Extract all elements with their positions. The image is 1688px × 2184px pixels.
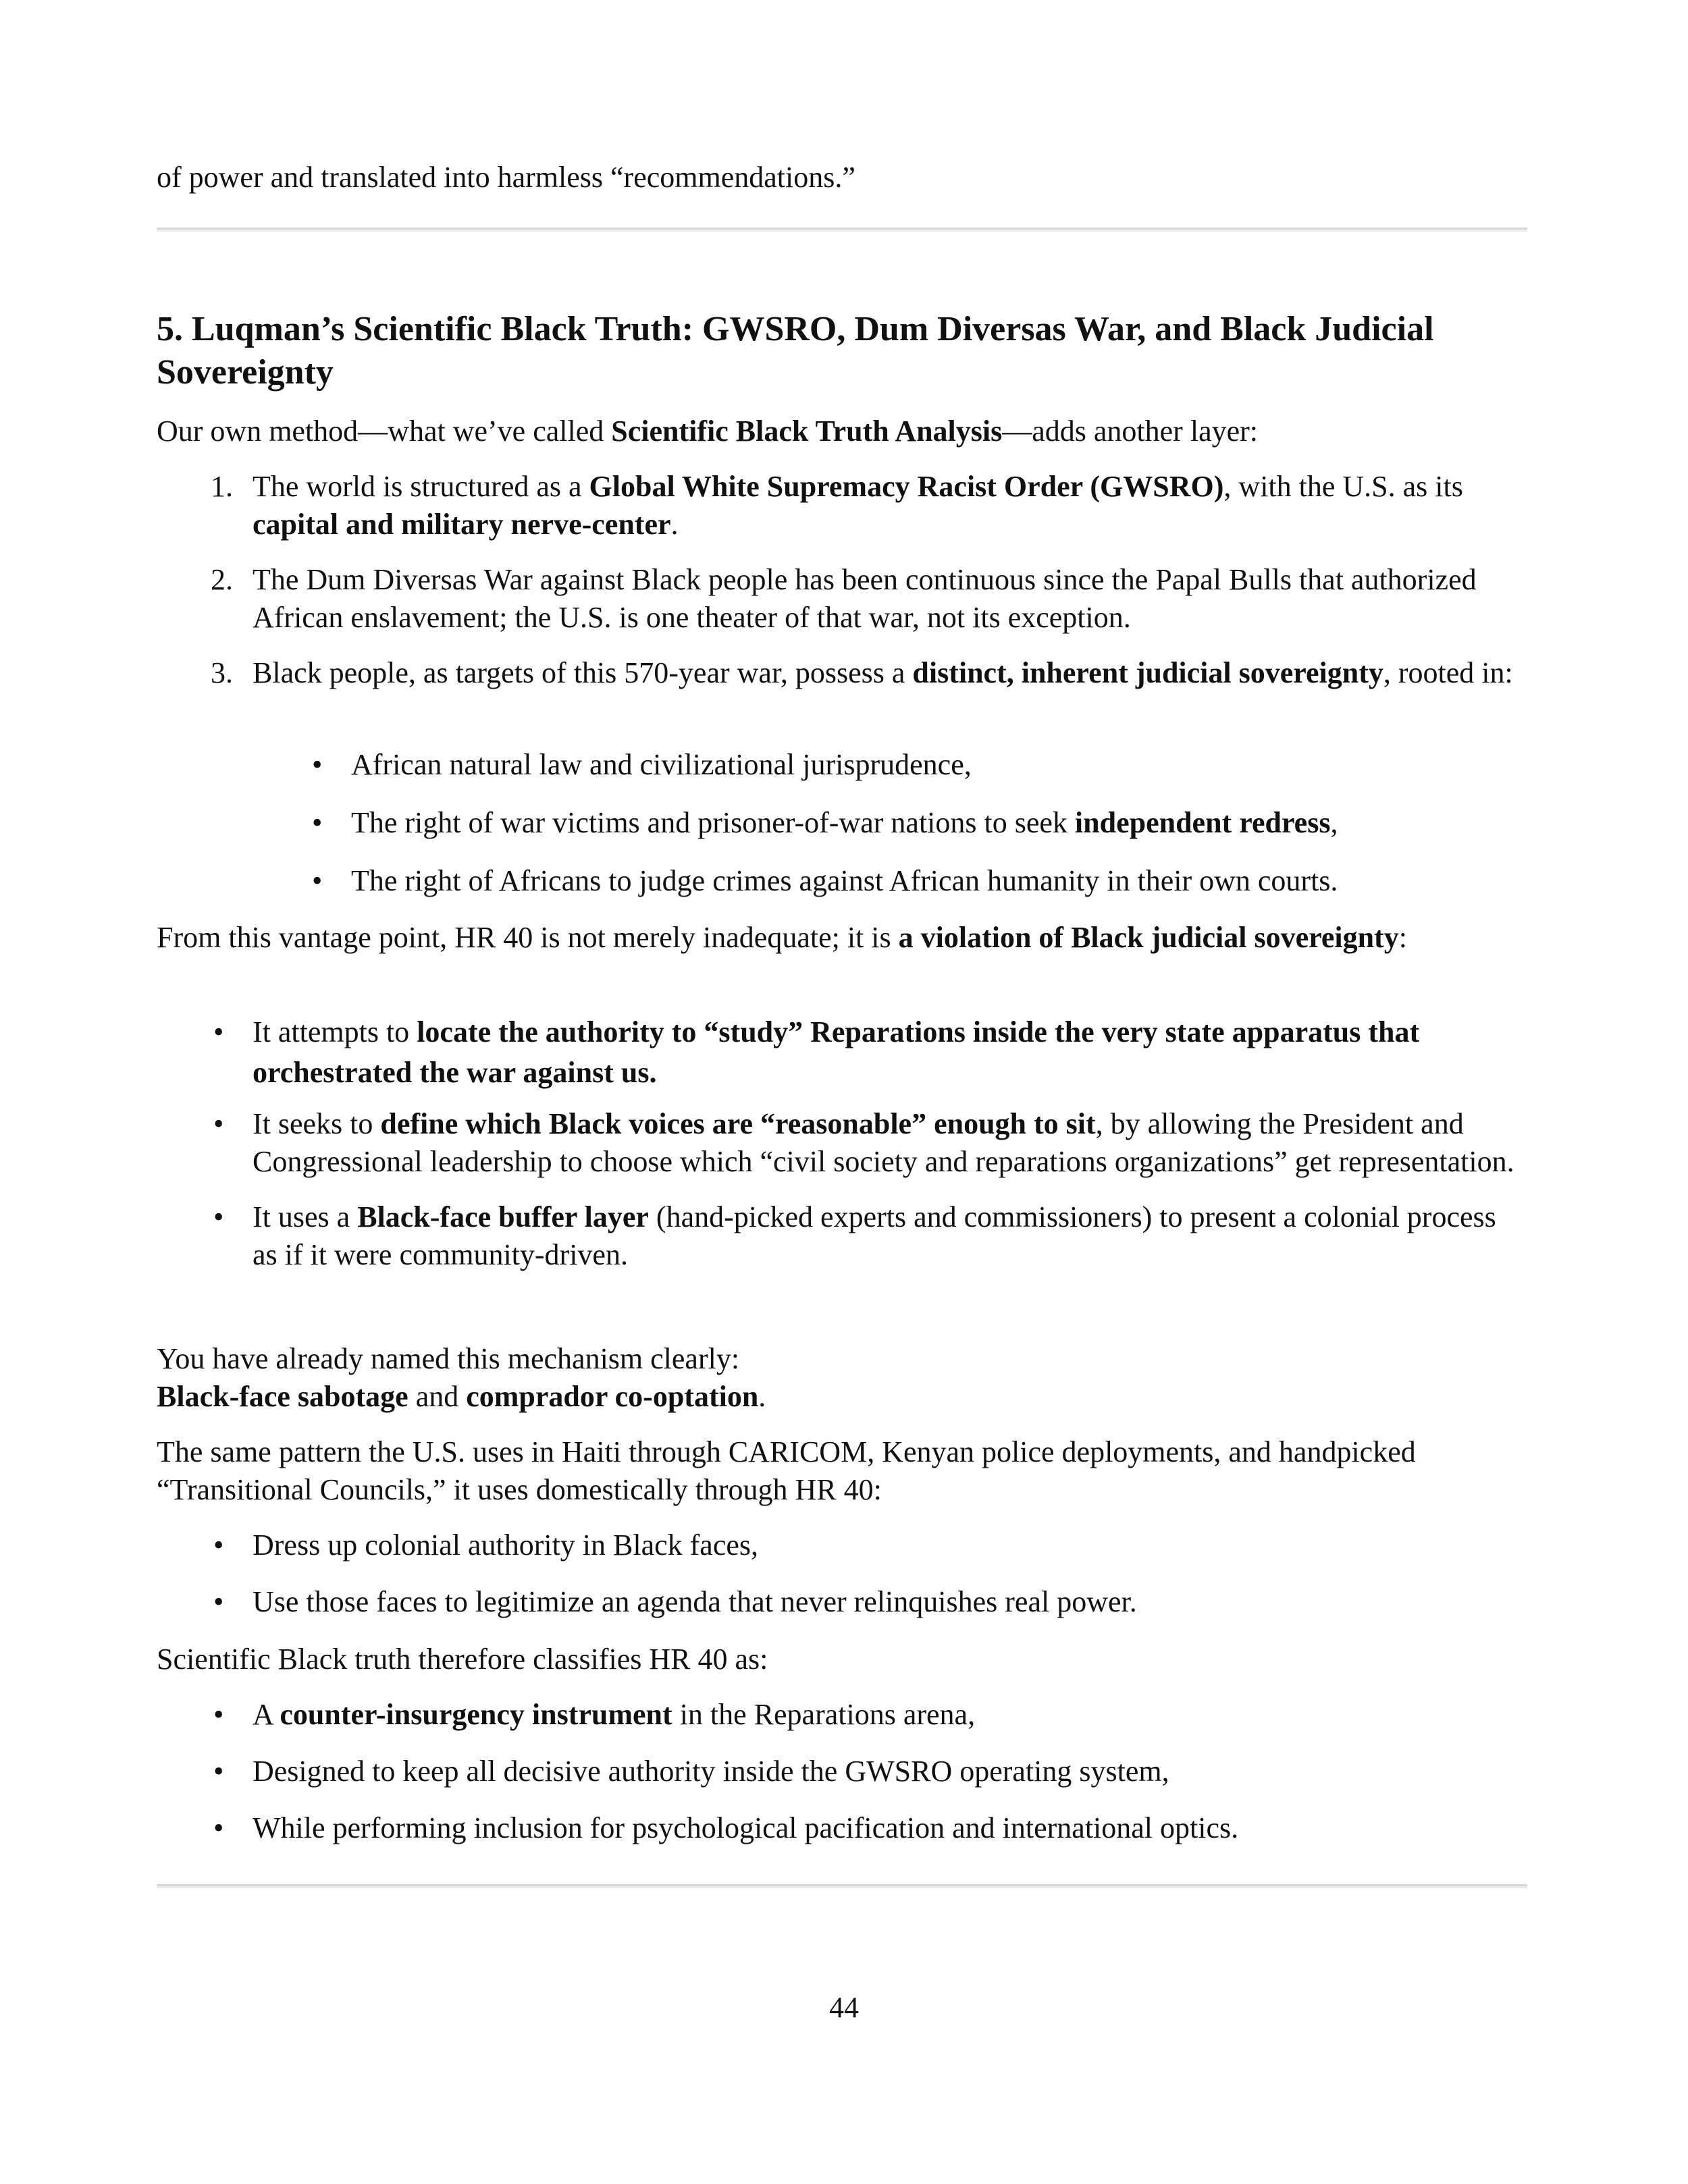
page-number: 44 xyxy=(829,1991,859,2024)
item-bold-text: capital and military nerve-center xyxy=(253,508,671,541)
list-item xyxy=(157,804,1527,842)
item-text: While performing inclusion for psychological pacification and international optics. xyxy=(253,1811,1239,1844)
item-bold-text: Global White Supremacy Racist Order (GWSRO) xyxy=(589,470,1224,503)
item-bold-text: Black-face buffer layer xyxy=(357,1200,649,1233)
intro-text-post: —adds another layer: xyxy=(1002,415,1258,448)
item-text: . xyxy=(670,508,679,541)
item-text: , by allowing the President and Congressional leadership to choose which “civil society and reparations organizations” get representation. xyxy=(253,1107,1514,1178)
mechanism-mid: and xyxy=(408,1380,467,1413)
list-number: 1. xyxy=(211,470,233,503)
mechanism-line: You have already named this mechanism clearly: xyxy=(157,1342,740,1375)
item-text: (hand-picked experts and commissioners) to present a colonial process as if it were community-driven. xyxy=(253,1200,1496,1271)
item-text: , xyxy=(1330,806,1338,839)
pattern-list xyxy=(157,1526,1527,1621)
numbered-item xyxy=(157,654,1527,692)
list-item xyxy=(157,1012,1527,1093)
list-item xyxy=(157,1809,1527,1847)
numbered-item xyxy=(157,561,1527,637)
bullet-marker: • xyxy=(312,864,323,897)
item-text: It uses a xyxy=(253,1200,358,1233)
item-text: Designed to keep all decisive authority inside the GWSRO operating system, xyxy=(253,1755,1169,1788)
continued-paragraph: of power and translated into harmless “recommendations.” xyxy=(157,161,855,194)
item-text: , rooted in: xyxy=(1383,656,1513,689)
item-text: The Dum Diversas War against Black people has been continuous since the Papal Bulls that authorized African enslavement; the U.S. is one theater of that war, not its exception. xyxy=(253,563,1477,634)
item-text: The right of Africans to judge crimes against African humanity in their own courts. xyxy=(351,864,1338,897)
bullet-marker: • xyxy=(312,806,323,839)
hr40-critique-list xyxy=(157,1012,1527,1274)
item-text: A xyxy=(253,1698,280,1731)
bullet-marker: • xyxy=(213,1200,224,1233)
section-divider-bottom xyxy=(157,1884,1527,1888)
bullet-marker: • xyxy=(312,748,323,781)
pattern-paragraph: The same pattern the U.S. uses in Haiti through CARICOM, Kenyan police deployments, and handpicked “Transitional Councils,” it uses domestically through HR 40: xyxy=(157,1435,1416,1506)
list-item xyxy=(157,1105,1527,1181)
bullet-marker: • xyxy=(213,1698,224,1731)
bullet-marker: • xyxy=(213,1811,224,1844)
item-text: Dress up colonial authority in Black faces, xyxy=(253,1528,759,1562)
section-divider-top xyxy=(157,228,1527,232)
item-text: in the Reparations arena, xyxy=(672,1698,976,1731)
item-text: Use those faces to legitimize an agenda that never relinquishes real power. xyxy=(253,1585,1137,1618)
item-bold-text: independent redress xyxy=(1074,806,1331,839)
bullet-marker: • xyxy=(213,1755,224,1788)
bullet-marker: • xyxy=(213,1107,224,1140)
mechanism-bold-2: comprador co-optation xyxy=(466,1380,759,1413)
vantage-text-bold: a violation of Black judicial sovereignty xyxy=(898,921,1399,954)
item-bold-text: locate the authority to “study” Reparations inside the very state apparatus that orchestrated the war against us. xyxy=(253,1015,1420,1089)
bullet-marker: • xyxy=(213,1528,224,1562)
vantage-text-pre: From this vantage point, HR 40 is not merely inadequate; it is xyxy=(157,921,899,954)
item-text: The world is structured as a xyxy=(253,470,589,503)
list-item xyxy=(157,1583,1527,1621)
mechanism-bold-1: Black-face sabotage xyxy=(157,1380,408,1413)
bullet-marker: • xyxy=(213,1015,224,1048)
intro-paragraph xyxy=(157,412,1527,450)
intro-text-pre: Our own method—what we’ve called xyxy=(157,415,612,448)
list-item xyxy=(157,1696,1527,1734)
section-heading: 5. Luqman’s Scientific Black Truth: GWSRO, Dum Diversas War, and Black Judicial Sovereignty xyxy=(157,310,1434,392)
item-text: , with the U.S. as its xyxy=(1223,470,1463,503)
sovereignty-roots-list xyxy=(157,746,1527,900)
list-item xyxy=(157,746,1527,784)
list-number: 2. xyxy=(211,563,233,596)
item-bold-text: distinct, inherent judicial sovereignty xyxy=(912,656,1383,689)
item-text: It attempts to xyxy=(253,1015,417,1048)
list-item xyxy=(157,1753,1527,1790)
list-item xyxy=(157,1526,1527,1564)
item-text: It seeks to xyxy=(253,1107,381,1140)
item-text: African natural law and civilizational jurisprudence, xyxy=(351,748,972,781)
intro-text-bold: Scientific Black Truth Analysis xyxy=(611,415,1003,448)
item-bold-text: counter-insurgency instrument xyxy=(280,1698,672,1731)
mechanism-paragraph xyxy=(157,1340,1527,1416)
list-item xyxy=(157,1198,1527,1274)
bullet-marker: • xyxy=(213,1585,224,1618)
mechanism-end: . xyxy=(758,1380,766,1413)
item-bold-text: define which Black voices are “reasonable” enough to sit xyxy=(380,1107,1096,1140)
list-number: 3. xyxy=(211,656,233,689)
item-text: Black people, as targets of this 570-year war, possess a xyxy=(253,656,913,689)
vantage-paragraph xyxy=(157,919,1527,957)
numbered-item xyxy=(157,468,1527,543)
numbered-list xyxy=(157,468,1527,692)
classification-list xyxy=(157,1696,1527,1847)
vantage-text-post: : xyxy=(1398,921,1407,954)
classifies-paragraph: Scientific Black truth therefore classifies HR 40 as: xyxy=(157,1643,768,1676)
item-text: The right of war victims and prisoner-of-war nations to seek xyxy=(351,806,1075,839)
list-item xyxy=(157,862,1527,900)
